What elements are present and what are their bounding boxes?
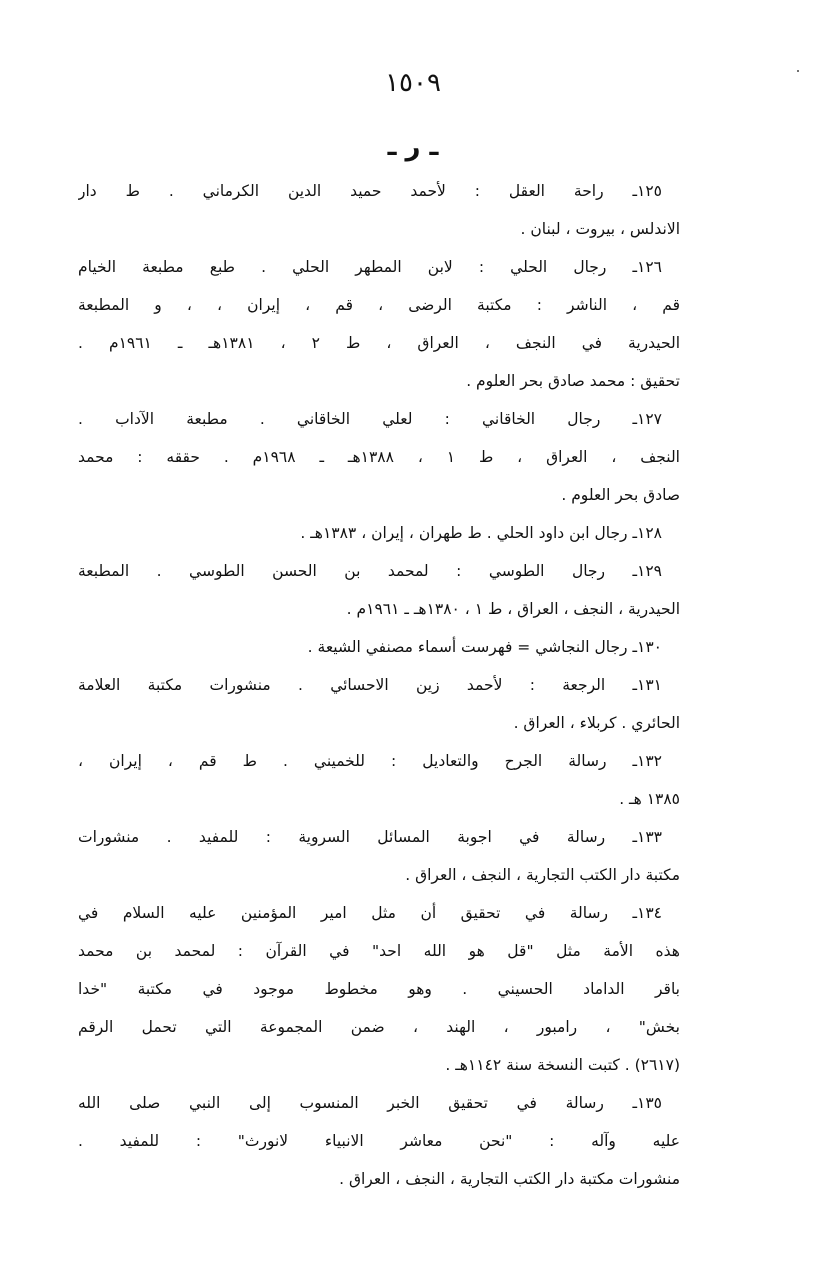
bibliography-entry (78, 1084, 680, 1198)
entry-line: الحيدرية في النجف ، العراق ، ط ٢ ، ١٣٨١هـ ـ ١٩٦١م . (78, 334, 680, 352)
entry-line: هذه الأمة مثل "قل هو الله احد" في القرآن : لمحمد بن محمد (78, 942, 680, 960)
entry-line: ١٣٣ـ رسالة في اجوبة المسائل السروية : للمفيد . منشورات (78, 828, 662, 846)
bibliography-entry (78, 894, 680, 1084)
entry-line: ١٣٤ـ رسالة في تحقيق أن مثل امير المؤمنين عليه السلام في (78, 904, 662, 922)
bibliography-entry (78, 818, 680, 894)
entry-line: ١٢٧ـ رجال الخاقاني : لعلي الخاقاني . مطبعة الآداب . (78, 410, 662, 428)
entry-line: عليه وآله : "نحن معاشر الانبياء لانورث" : للمفيد . (78, 1132, 680, 1150)
entry-line: قم ، الناشر : مكتبة الرضى ، قم ، إيران ، ، و المطبعة (78, 296, 680, 314)
entry-line: النجف ، العراق ، ط ١ ، ١٣٨٨هـ ـ ١٩٦٨م . حققه : محمد (78, 448, 680, 466)
entry-line: ١٣٨٥ هـ . (619, 790, 680, 808)
scan-speck (797, 70, 799, 72)
bibliography-entry (78, 172, 680, 248)
entry-line: ١٣١ـ الرجعة : لأحمد زين الاحسائي . منشورات مكتبة العلامة (78, 676, 662, 694)
bibliography-entry (78, 552, 680, 628)
bibliography-entry (78, 514, 680, 552)
entry-line: باقر الداماد الحسيني . وهو مخطوط موجود في مكتبة "خدا (78, 980, 680, 998)
bibliography-entry (78, 742, 680, 818)
entry-line: صادق بحر العلوم . (561, 486, 680, 504)
entry-line: مكتبة دار الكتب التجارية ، النجف ، العراق . (405, 866, 680, 884)
bibliography-entry (78, 628, 680, 666)
entry-line: تحقيق : محمد صادق بحر العلوم . (466, 372, 680, 390)
entry-line: الحائري . كربلاء ، العراق . (513, 714, 680, 732)
bibliography-entry (78, 666, 680, 742)
entry-line: الاندلس ، بيروت ، لبنان . (520, 220, 680, 238)
entry-line: ١٢٦ـ رجال الحلي : لابن المطهر الحلي . طبع مطبعة الخيام (78, 258, 662, 276)
entry-line: ١٢٩ـ رجال الطوسي : لمحمد بن الحسن الطوسي . المطبعة (78, 562, 662, 580)
bibliography-entry (78, 400, 680, 514)
entry-line: ١٣٢ـ رسالة الجرح والتعاديل : للخميني . ط قم ، إيران ، (78, 752, 662, 770)
entry-line: ١٢٥ـ راحة العقل : لأحمد حميد الدين الكرماني . ط دار (78, 182, 662, 200)
bibliography-entry (78, 248, 680, 400)
page-number: ١٥٠٩ (385, 68, 441, 98)
entry-line: الحيدرية ، النجف ، العراق ، ط ١ ، ١٣٨٠هـ ـ ١٩٦١م . (346, 600, 680, 618)
entry-line: بخش" ، رامبور ، الهند ، ضمن المجموعة التي تحمل الرقم (78, 1018, 680, 1036)
section-heading: ـ ر ـ (387, 132, 439, 162)
bibliography-entries (78, 172, 680, 1198)
entry-line: منشورات مكتبة دار الكتب التجارية ، النجف ، العراق . (339, 1170, 680, 1188)
entry-line: (٢٦١٧) . كتبت النسخة سنة ١١٤٢هـ . (445, 1056, 680, 1074)
entry-line: ١٣٥ـ رسالة في تحقيق الخبر المنسوب إلى النبي صلى الله (78, 1094, 662, 1112)
entry-line: ١٢٨ـ رجال ابن داود الحلي . ط طهران ، إيران ، ١٣٨٣هـ . (300, 524, 662, 542)
entry-line: ١٣٠ـ رجال النجاشي = فهرست أسماء مصنفي الشيعة . (307, 638, 662, 656)
